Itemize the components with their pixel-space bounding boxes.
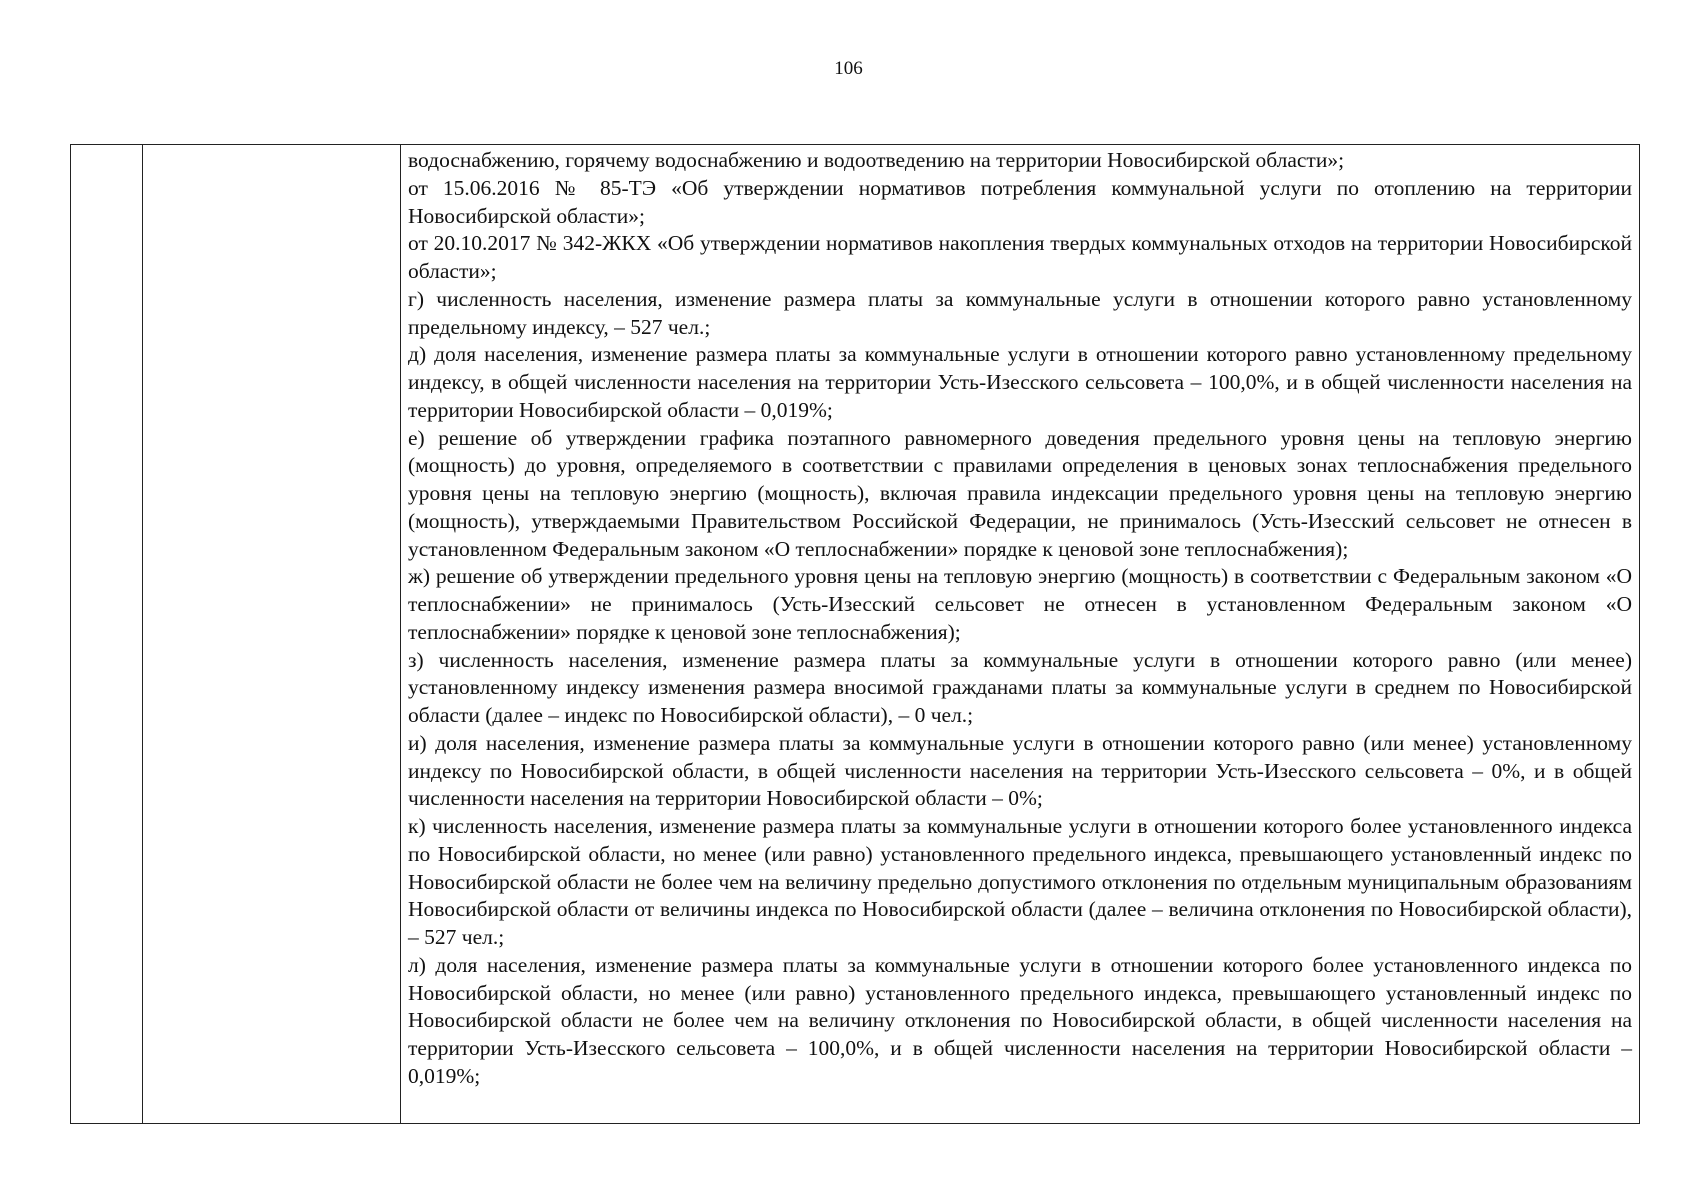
paragraph-item-i: и) доля населения, изменение размера платы за коммунальные услуги в отношении которого равно (или менее) установленному индексу по Новосибирской области, в общей численности населения на территории Усть-Изесского сельсовета – 0%, и в общей численности населения на территории Новосибирской области – 0%; (408, 730, 1632, 811)
cell-number (71, 145, 143, 1124)
paragraph-item-k: к) численность населения, изменение размера платы за коммунальные услуги в отношении которого более установленного индекса по Новосибирской области, но менее (или равно) установленного предельного индекса, превышающего установленный индекс по Новосибирской области не более чем на величину предельно допустимого отклонения по отдельным муниципальным образованиям Новосибирской области от величины индекса по Новосибирской области (далее – величина отклонения по Новосибирской области), – 527 чел.; (408, 814, 1632, 949)
paragraph-item-d: д) доля населения, изменение размера платы за коммунальные услуги в отношении которого равно установленному предельному индексу, в общей численности населения на территории Усть-Изесского сельсовета – 100,0%, и в общей численности населения на территории Новосибирской области – 0,019%; (408, 342, 1632, 422)
document-table (70, 144, 1640, 1124)
paragraph-item-zh: ж) решение об утверждении предельного уровня цены на тепловую энергию (мощность) в соответствии с Федеральным законом «О теплоснабжении» не принималось (Усть-Изесский сельсовет не отнесен в установленном Федеральным законом «О теплоснабжении» порядке к ценовой зоне теплоснабжения); (408, 564, 1632, 644)
paragraph-waste-norms: от 20.10.2017 № 342-ЖКХ «Об утверждении нормативов накопления твердых коммунальных отходов на территории Новосибирской области»; (408, 231, 1632, 283)
paragraph-water-supply-end: водоснабжению, горячему водоснабжению и водоотведению на территории Новосибирской области»; (408, 148, 1345, 172)
paragraph-item-e: е) решение об утверждении графика поэтапного равномерного доведения предельного уровня цены на тепловую энергию (мощность) до уровня, определяемого в соответствии с правилами определения в ценовых зонах теплоснабжения предельного уровня цены на тепловую энергию (мощность), включая правила индексации предельного уровня цены на тепловую энергию (мощность), утверждаемыми Правительством Российской Федерации, не принималось (Усть-Изесский сельсовет не отнесен в установленном Федеральным законом «О теплоснабжении» порядке к ценовой зоне теплоснабжения); (408, 425, 1632, 561)
cell-content (401, 145, 1640, 1124)
paragraph-item-g: г) численность населения, изменение размера платы за коммунальные услуги в отношении которого равно установленному предельному индексу, – 527 чел.; (408, 286, 1632, 339)
table-row (71, 145, 1640, 1124)
cell-name (143, 145, 401, 1124)
paragraph-item-l: л) доля населения, изменение размера платы за коммунальные услуги в отношении которого более установленного индекса по Новосибирской области, но менее (или равно) установленного предельного индекса, превышающего установленный индекс по Новосибирской области не более чем на величину отклонения по Новосибирской области, в общей численности населения на территории Усть-Изесского сельсовета – 100,0%, и в общей численности населения на территории Новосибирской области – 0,019%; (408, 952, 1632, 1088)
page-number: 106 (834, 58, 863, 79)
paragraph-item-z: з) численность населения, изменение размера платы за коммунальные услуги в отношении которого равно (или менее) установленному индексу изменения размера вносимой гражданами платы за коммунальные услуги в среднем по Новосибирской области (далее – индекс по Новосибирской области), – 0 чел.; (408, 647, 1632, 727)
paragraph-heating-norms: от 15.06.2016 № 85-ТЭ «Об утверждении нормативов потребления коммунальной услуги по отоплению на территории Новосибирской области»; (408, 175, 1632, 228)
